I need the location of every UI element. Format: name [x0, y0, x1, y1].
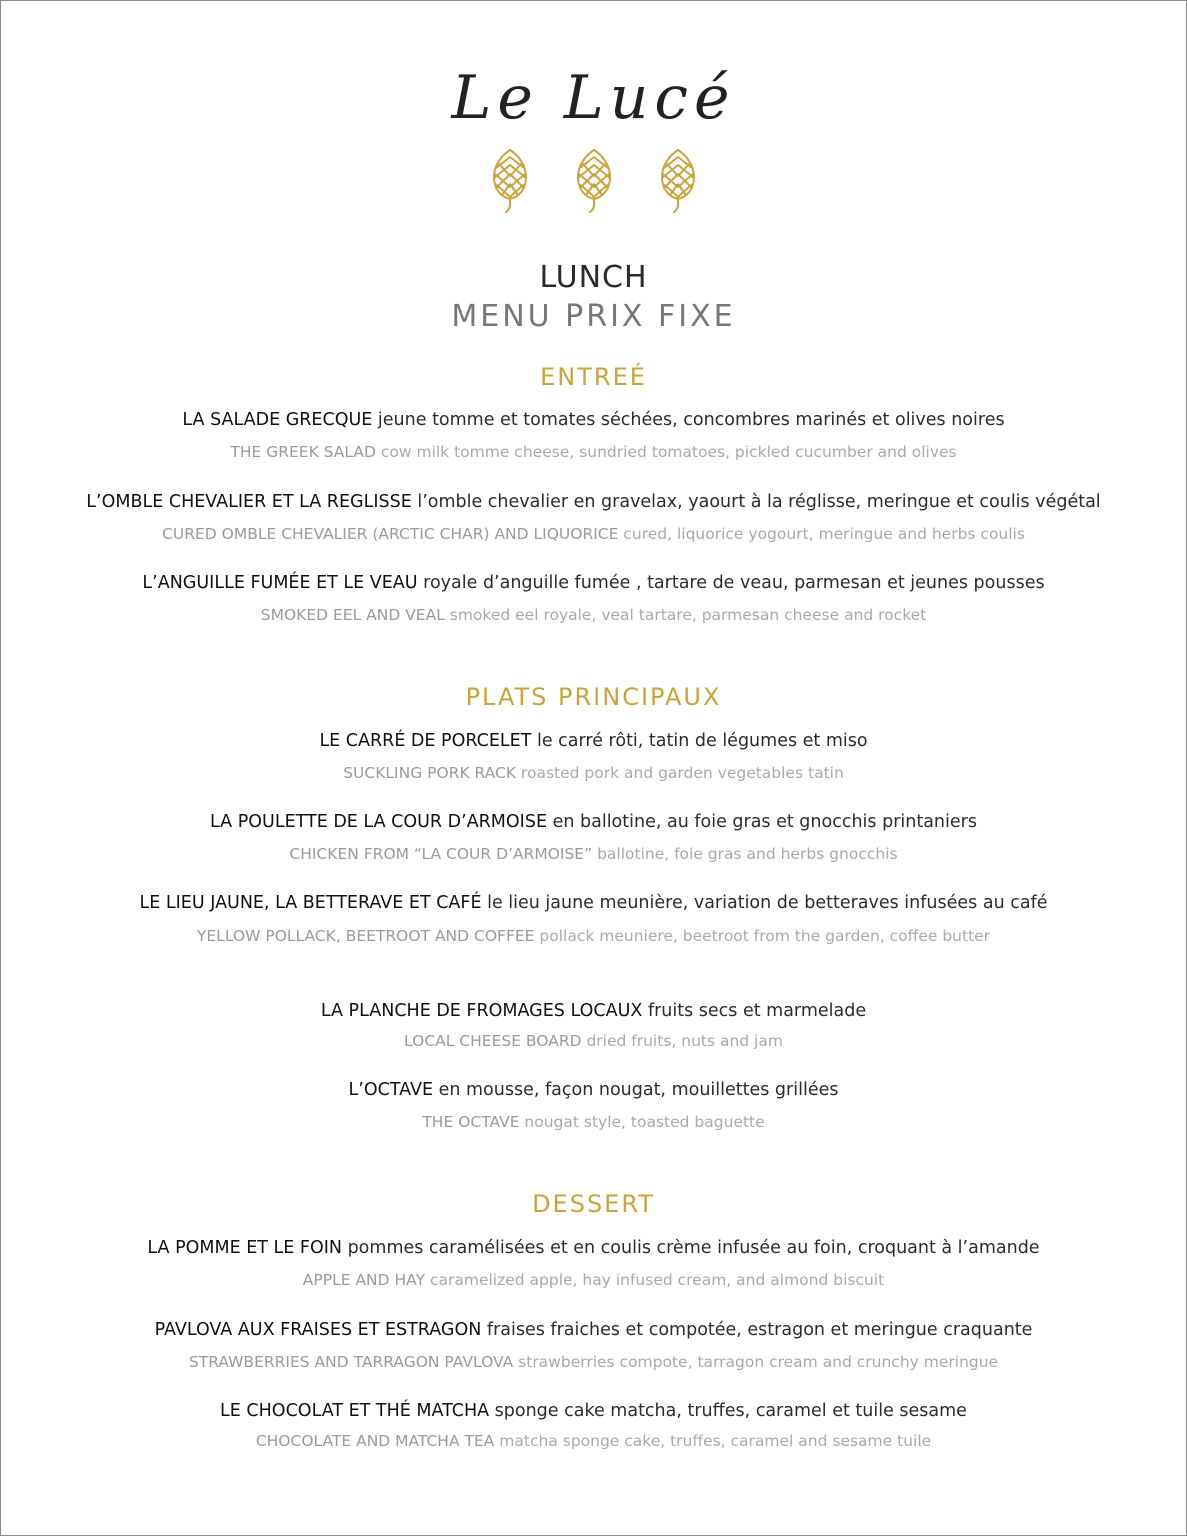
logo-emblem [0, 146, 1187, 216]
menu-title: LUNCH [539, 260, 648, 295]
dish-name: PAVLOVA AUX FRAISES ET ESTRAGON [154, 1320, 482, 1340]
menu-item-fr [0, 1235, 1187, 1261]
dish-name: LA POULETTE DE LA COUR D’ARMOISE [210, 812, 548, 832]
dish-name-en: CURED OMBLE CHEVALIER (ARCTIC CHAR) AND LIQUORICE [162, 525, 619, 543]
dish-description: le carré rôti, tatin de légumes et miso [531, 731, 868, 751]
dish-name-en: CHOCOLATE AND MATCHA TEA [255, 1432, 495, 1450]
dish-name-en: THE OCTAVE [422, 1113, 520, 1131]
dish-description: l’omble chevalier en gravelax, yaourt à la réglisse, meringue et coulis végétal [411, 492, 1101, 512]
dish-name: L’OMBLE CHEVALIER ET LA REGLISSE [86, 492, 412, 512]
dish-name-en: LOCAL CHEESE BOARD [404, 1032, 582, 1050]
dish-name-en: SMOKED EEL AND VEAL [260, 606, 445, 624]
dish-description: pommes caramélisées et en coulis crème infusée au foin, croquant à l’amande [342, 1238, 1040, 1258]
dish-name: LA POMME ET LE FOIN [147, 1238, 343, 1258]
dish-description-en: pollack meuniere, beetroot from the garden, coffee butter [534, 927, 991, 945]
pine-cone-icon [574, 146, 614, 216]
dish-description: en mousse, façon nougat, mouillettes grillées [433, 1080, 839, 1100]
menu-subtitle: MENU PRIX FIXE [451, 299, 736, 334]
menu-item-fr [0, 998, 1187, 1024]
menu-item-en [0, 925, 1187, 947]
dish-name-en: APPLE AND HAY [302, 1271, 426, 1289]
section-title-plats: PLATS PRINCIPAUX [465, 683, 722, 711]
menu-item-en [0, 843, 1187, 865]
dish-description-en: cured, liquorice yogourt, meringue and herbs coulis [618, 525, 1025, 543]
dish-description-en: smoked eel royale, veal tartare, parmesan cheese and rocket [444, 606, 927, 624]
dish-description-en: roasted pork and garden vegetables tatin [516, 764, 844, 782]
dish-description: fruits secs et marmelade [642, 1001, 867, 1021]
dish-description: fraises fraiches et compotée, estragon et meringue craquante [481, 1320, 1033, 1340]
dish-name: LE LIEU JAUNE, LA BETTERAVE ET CAFÉ [139, 893, 482, 913]
menu-item-en [0, 1111, 1187, 1133]
dish-name: L’ANGUILLE FUMÉE ET LE VEAU [142, 573, 418, 593]
pine-cone-icon [658, 146, 698, 216]
pine-cone-icon [490, 146, 530, 216]
dish-description: jeune tomme et tomates séchées, concombres marinés et olives noires [372, 410, 1005, 430]
menu-item-fr [0, 728, 1187, 754]
section-title-dessert: DESSERT [532, 1190, 655, 1218]
menu-item-en [0, 1269, 1187, 1291]
menu-item-fr [0, 890, 1187, 916]
menu-item-en [0, 762, 1187, 784]
dish-description: en ballotine, au foie gras et gnocchis printaniers [547, 812, 977, 832]
menu-item-fr [0, 489, 1187, 515]
menu-item-fr [0, 809, 1187, 835]
dish-name-en: YELLOW POLLACK, BEETROOT AND COFFEE [196, 927, 535, 945]
menu-item-fr [0, 570, 1187, 596]
menu-item-en [0, 1351, 1187, 1373]
dish-description-en: dried fruits, nuts and jam [581, 1032, 783, 1050]
dish-name-en: SUCKLING PORK RACK [343, 764, 516, 782]
dish-description: sponge cake matcha, truffes, caramel et tuile sesame [489, 1401, 967, 1421]
dish-name: LE CARRÉ DE PORCELET [319, 731, 532, 751]
menu-item-fr [0, 1398, 1187, 1424]
dish-name: LA SALADE GRECQUE [182, 410, 373, 430]
menu-item-en [0, 1030, 1187, 1052]
restaurant-logo: Le Lucé [451, 63, 736, 133]
dish-name-en: THE GREEK SALAD [230, 443, 376, 461]
menu-item-en [0, 1430, 1187, 1452]
dish-name-en: STRAWBERRIES AND TARRAGON PAVLOVA [188, 1353, 514, 1371]
dish-description: le lieu jaune meunière, variation de betteraves infusées au café [481, 893, 1048, 913]
dish-description-en: nougat style, toasted baguette [519, 1113, 765, 1131]
dish-description: royale d’anguille fumée , tartare de veau, parmesan et jeunes pousses [417, 573, 1045, 593]
dish-description-en: strawberries compote, tarragon cream and crunchy meringue [513, 1353, 999, 1371]
dish-name: LE CHOCOLAT ET THÉ MATCHA [220, 1401, 490, 1421]
dish-name: LA PLANCHE DE FROMAGES LOCAUX [320, 1001, 643, 1021]
menu-item-fr [0, 1317, 1187, 1343]
menu-item-fr [0, 1077, 1187, 1103]
menu-item-en [0, 604, 1187, 626]
section-title-entree: ENTREÉ [540, 363, 647, 391]
dish-name: L’OCTAVE [348, 1080, 434, 1100]
menu-item-en [0, 523, 1187, 545]
dish-name-en: CHICKEN FROM “LA COUR D’ARMOISE” [289, 845, 593, 863]
dish-description-en: cow milk tomme cheese, sundried tomatoes, pickled cucumber and olives [375, 443, 957, 461]
dish-description-en: ballotine, foie gras and herbs gnocchis [592, 845, 898, 863]
dish-description-en: matcha sponge cake, truffes, caramel and sesame tuile [494, 1432, 932, 1450]
dish-description-en: caramelized apple, hay infused cream, and almond biscuit [425, 1271, 885, 1289]
menu-item-fr [0, 407, 1187, 433]
menu-item-en [0, 441, 1187, 463]
